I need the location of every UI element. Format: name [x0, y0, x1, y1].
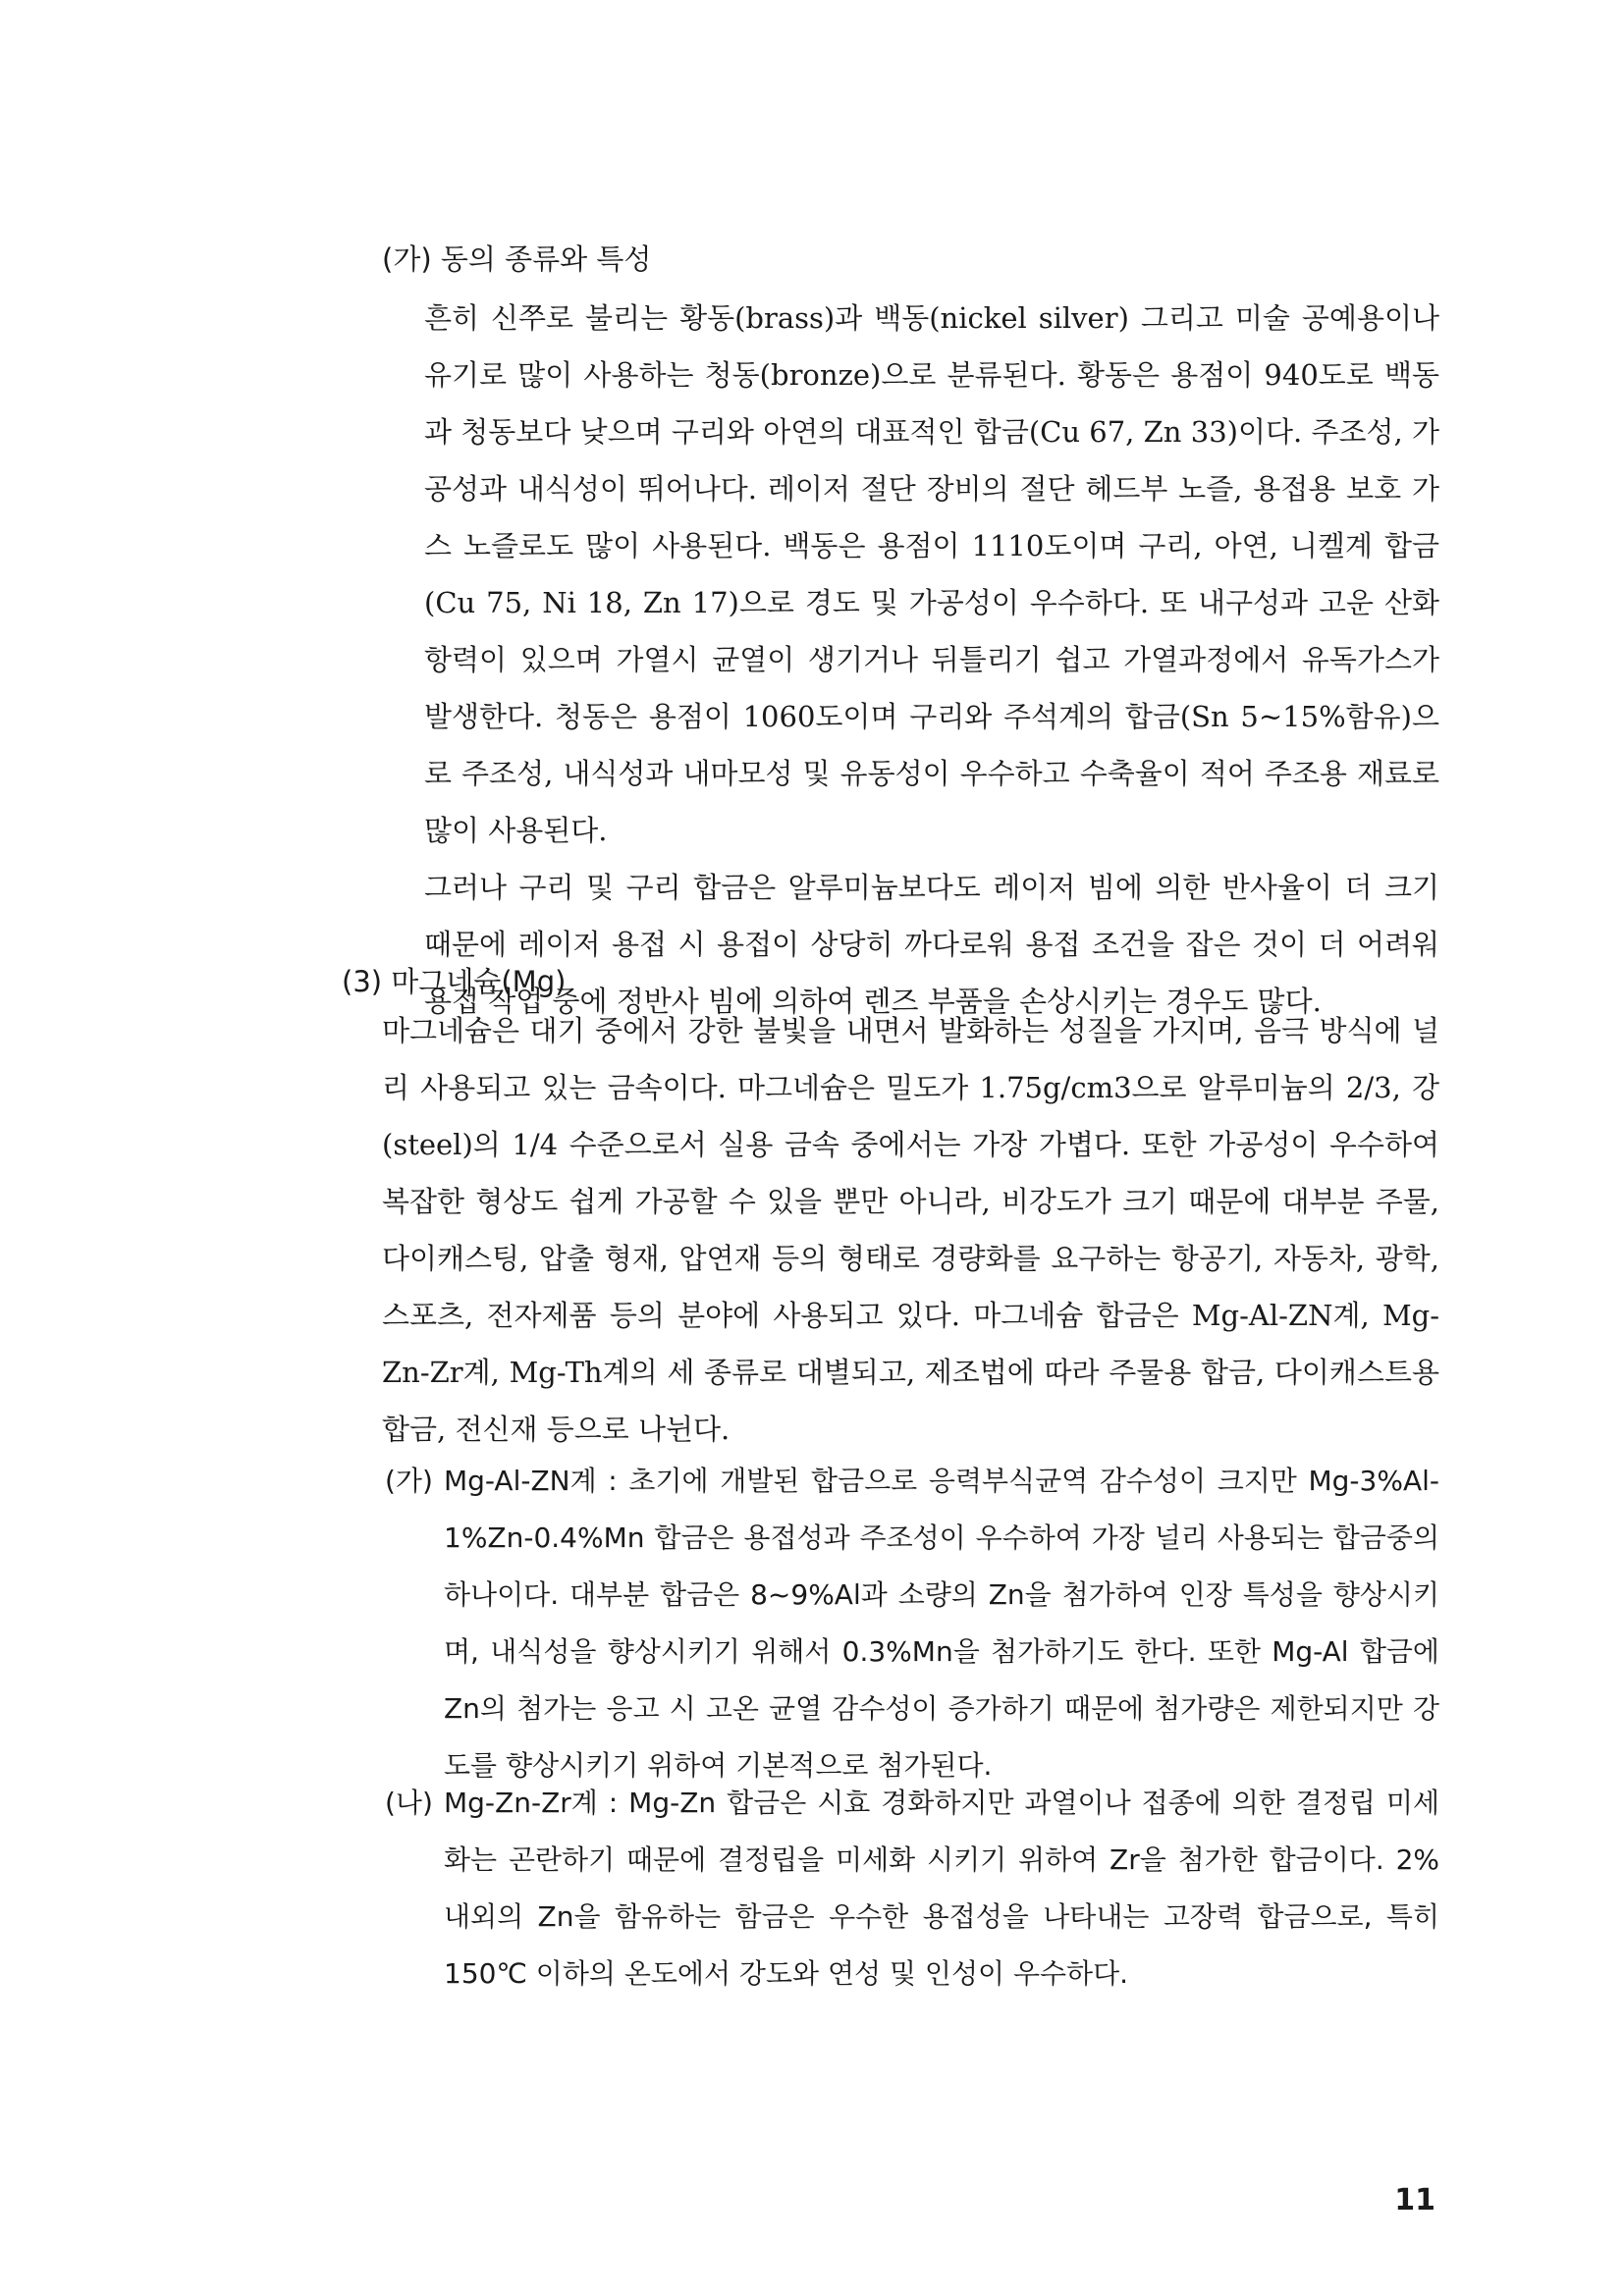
magnesium-paragraph: 마그네슘은 대기 중에서 강한 불빛을 내면서 발화하는 성질을 가지며, 음극 방식에 널리 사용되고 있는 금속이다. 마그네슘은 밀도가 1.75g/cm3으로 알루미늄의 2/3, 강(steel)의 1/4 수준으로서 실용 금속 중에서는 가장 가볍다. 또한 가공성이 우수하여 복잡한 형상도 쉽게 가공할 수 있을 뿐만 아니라, 비강도가 크기 때문에 대부분 주물, 다이캐스팅, 압출 형재, 압연재 등의 형태로 경량화를 요구하는 항공기, 자동차, 광학, 스포츠, 전자제품 등의 분야에 사용되고 있다. 마그네슘 합금은 Mg-Al-ZN계, Mg-Zn-Zr계, Mg-Th계의 세 종류로 대별되고, 제조법에 따라 주물용 합금, 다이캐스트용 합금, 전신재 등으로 나뉜다. [382, 1014, 1439, 1446]
alloy-item-mg-al-zn [385, 1453, 1439, 1794]
alloy-item-marker: (나) [385, 1787, 433, 1819]
alloy-item-mg-zn-zr [385, 1775, 1439, 2002]
section-heading-magnesium: (3) 마그네슘(Mg) [342, 965, 567, 998]
copy-types-paragraph-2: 그러나 구리 및 구리 합금은 알루미늄보다도 레이저 빔에 의한 반사율이 더 크기 때문에 레이저 용접 시 용접이 상당히 까다로워 용접 조건을 잡은 것이 더 어려워 용접 작업 중에 정반사 빔에 의하여 렌즈 부품을 손상시키는 경우도 많다. [424, 871, 1439, 1018]
alloy-item-text: Mg-Al-ZN계 : 초기에 개발된 합금으로 응력부식균역 감수성이 크지만 Mg-3%Al-1%Zn-0.4%Mn 합금은 용접성과 주조성이 우수하여 가장 널리 사용되는 합금중의 하나이다. 대부분 합금은 8~9%Al과 소량의 Zn을 첨가하여 인장 특성을 향상시키며, 내식성을 향상시키기 위해서 0.3%Mn을 첨가하기도 한다. 또한 Mg-Al 합금에 Zn의 첨가는 응고 시 고온 균열 감수성이 증가하기 때문에 첨가량은 제한되지만 강도를 향상시키기 위하여 기본적으로 첨가된다. [444, 1465, 1439, 1782]
alloy-item-marker: (가) [385, 1465, 433, 1497]
magnesium-body [382, 1002, 1439, 1458]
section-heading-copy-types: (가) 동의 종류와 특성 [382, 242, 652, 276]
page-number: 11 [1394, 2183, 1435, 2217]
copy-types-body [424, 290, 1439, 1030]
copy-types-paragraph-1: 흔히 신쭈로 불리는 황동(brass)과 백동(nickel silver) 그리고 미술 공예용이나 유기로 많이 사용하는 청동(bronze)으로 분류된다. 황동은 용점이 940도로 백동과 청동보다 낮으며 구리와 아연의 대표적인 합금(Cu 67, Zn 33)이다. 주조성, 가공성과 내식성이 뛰어나다. 레이저 절단 장비의 절단 헤드부 노즐, 용접용 보호 가스 노즐로도 많이 사용된다. 백동은 용점이 1110도이며 구리, 아연, 니켈계 합금(Cu 75, Ni 18, Zn 17)으로 경도 및 가공성이 우수하다. 또 내구성과 고운 산화 항력이 있으며 가열시 균열이 생기거나 뒤틀리기 쉽고 가열과정에서 유독가스가 발생한다. 청동은 용점이 1060도이며 구리와 주석계의 합금(Sn 5~15%함유)으로 주조성, 내식성과 내마모성 및 유동성이 우수하고 수축율이 적어 주조용 재료로 많이 사용된다. [424, 301, 1439, 847]
alloy-item-text: Mg-Zn-Zr계 : Mg-Zn 합금은 시효 경화하지만 과열이나 접종에 의한 결정립 미세화는 곤란하기 때문에 결정립을 미세화 시키기 위하여 Zr을 첨가한 합금이다. 2% 내외의 Zn을 함유하는 함금은 우수한 용접성을 나타내는 고장력 합금으로, 특히 150℃ 이하의 온도에서 강도와 연성 및 인성이 우수하다. [444, 1787, 1439, 1990]
